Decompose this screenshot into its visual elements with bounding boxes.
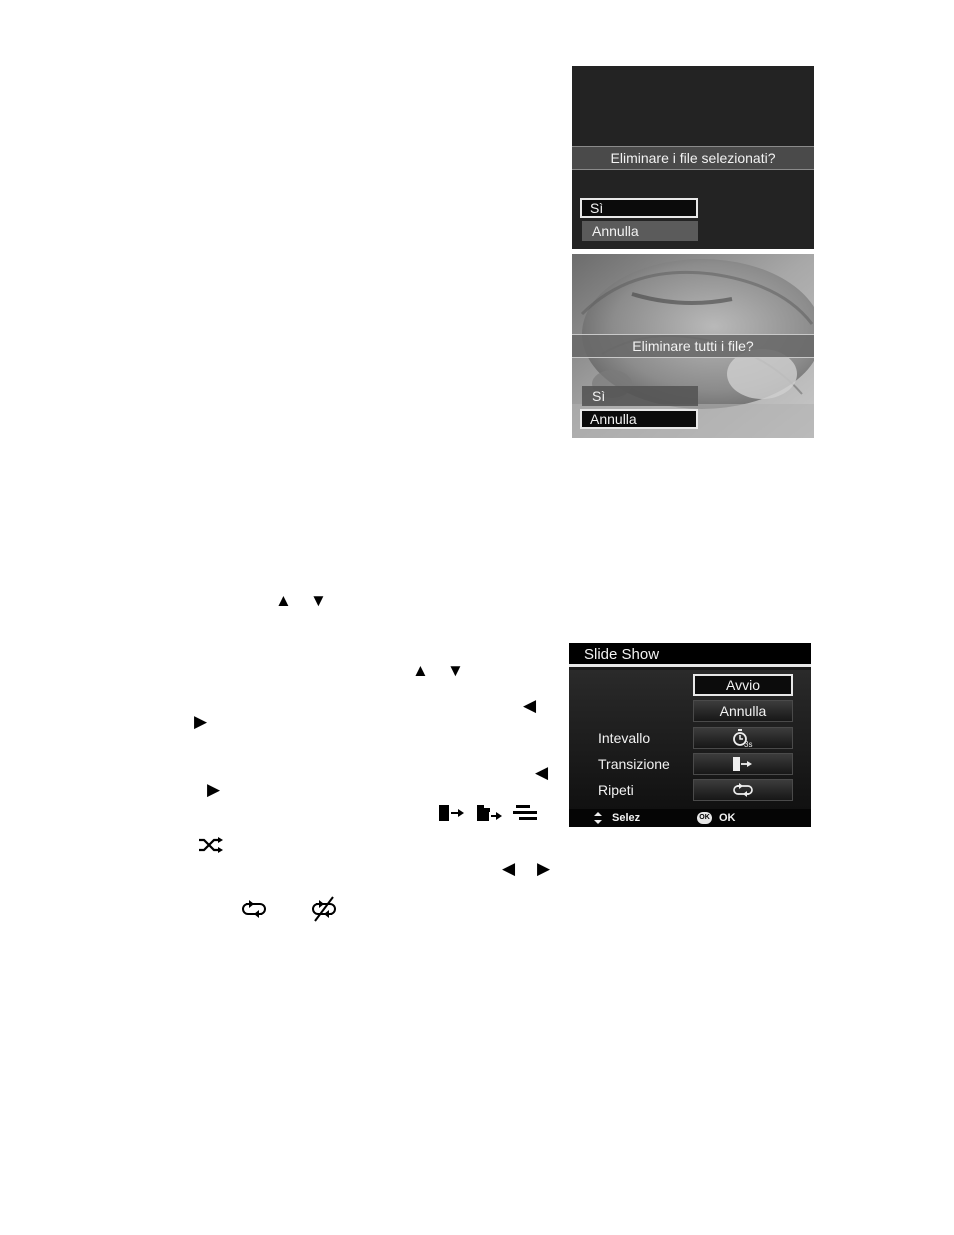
right-arrow-icon: ▶ <box>537 859 551 878</box>
repeat-icon <box>731 781 755 799</box>
left-arrow-icon: ◀ <box>502 859 516 878</box>
ok-hint: OK <box>719 812 736 824</box>
menu-body <box>569 670 811 809</box>
ok-badge-icon: OK <box>697 812 712 824</box>
interval-setting[interactable] <box>693 727 793 749</box>
right-arrow-icon: ▶ <box>207 780 221 799</box>
menu-title: Slide Show <box>569 643 811 667</box>
delete-selected-dialog <box>572 66 814 249</box>
slideshow-menu <box>569 643 811 827</box>
right-arrow-icon: ▶ <box>194 712 208 731</box>
up-arrow-icon: ▲ <box>275 591 292 610</box>
menu-footer <box>569 809 811 827</box>
transition-slide-icon <box>731 755 755 773</box>
timer-3s-icon <box>728 728 758 748</box>
option-yes[interactable]: Sì <box>582 386 698 406</box>
select-hint: Selez <box>612 812 641 824</box>
down-arrow-icon: ▼ <box>310 591 327 610</box>
up-down-icon <box>593 809 603 827</box>
transition-lines-icon <box>511 804 539 822</box>
transition-setting[interactable] <box>693 753 793 775</box>
transition-label: Transizione <box>598 756 670 772</box>
start-button[interactable]: Avvio <box>693 674 793 696</box>
repeat-off-icon <box>310 896 338 922</box>
transition-blocks-icon <box>476 804 504 822</box>
interval-label: Intevallo <box>598 730 651 746</box>
repeat-on-icon <box>240 898 268 920</box>
transition-slide-icon <box>438 804 466 822</box>
svg-text:3s: 3s <box>744 740 753 748</box>
down-arrow-icon: ▼ <box>447 661 464 680</box>
up-arrow-icon: ▲ <box>412 661 429 680</box>
left-arrow-icon: ◀ <box>523 696 537 715</box>
option-cancel[interactable]: Annulla <box>582 221 698 241</box>
repeat-label: Ripeti <box>598 782 634 798</box>
random-transition-icon <box>198 836 224 854</box>
dialog-question: Eliminare tutti i file? <box>572 334 814 358</box>
option-cancel[interactable]: Annulla <box>580 409 698 429</box>
option-yes[interactable]: Sì <box>580 198 698 218</box>
left-arrow-icon: ◀ <box>535 763 549 782</box>
delete-all-dialog <box>572 254 814 438</box>
repeat-setting[interactable] <box>693 779 793 801</box>
dialog-question: Eliminare i file selezionati? <box>572 146 814 170</box>
cancel-button[interactable]: Annulla <box>693 700 793 722</box>
